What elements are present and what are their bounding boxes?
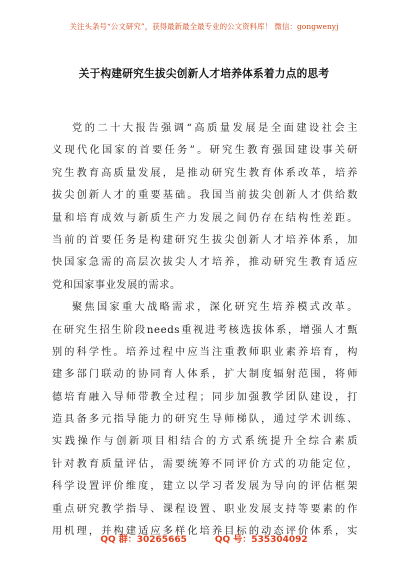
paragraph-line: 德培育融入导师带教全过程；同步加强教学团队建设，打: [52, 391, 358, 403]
paragraph-line: 针对教育质量评估，需要统筹不同评价方式的功能定位，: [52, 458, 358, 470]
paragraph-line: 建多部门联动的协同育人体系，扩大制度辐射范围，将师: [52, 369, 358, 381]
paragraph-1: [52, 118, 358, 297]
header-banner-text: 关注头条号“公文研究”，获得最新最全最专业的公文资料库！ 微信：gongwenyj: [69, 21, 339, 31]
paragraph-line: 当前的首要任务是构建研究生拔尖创新人才培养体系，加: [52, 234, 358, 246]
paragraph-line: 造具备多元指导能力的研究生导师梯队，通过学术训练、: [52, 414, 358, 426]
paragraph-line: 在研究生招生阶段needs重视进考核选拔体系，增强人才甄: [52, 324, 358, 336]
document-title: 关于构建研究生拔尖创新人才培养体系着力点的思考: [78, 68, 330, 80]
paragraph-line: 快国家急需的高层次拔尖人才培养，推动研究生教育适应: [52, 257, 358, 269]
paragraph-line: 重点研究教学指导、课程设置、职业发展支持等要素的作: [52, 503, 358, 515]
paragraph-line: 义现代化国家的首要任务”。研究生教育强国建设事关研: [52, 145, 358, 157]
paragraph-line: 量和培育成效与新质生产力发展之间仍存在结构性差距。: [52, 212, 358, 224]
footer-contact: [0, 532, 408, 548]
paragraph-line: 党的二十大报告强调“高质量发展是全面建设社会主: [72, 123, 358, 134]
paragraph-line: 用机理，并构建适应多样化培养目标的动态评价体系，实: [52, 526, 358, 538]
header-banner: [0, 0, 408, 52]
document-body: [52, 118, 358, 543]
paragraph-line: 究生教育高质量发展，是推动研究生教育体系改革，培养: [52, 167, 358, 179]
paragraph-line: 别的科学性。培养过程中应当注重教师职业素养培育，构: [52, 346, 358, 358]
paragraph-line: 实践操作与创新项目相结合的方式系统提升全综合素质: [52, 436, 358, 448]
footer-qq-number: QQ 号：535304092: [214, 535, 308, 545]
paragraph-line: 党和国家事业发展的需求。: [52, 279, 181, 291]
paragraph-line: 拔尖创新人才的重要基础。我国当前拔尖创新人才供给数: [52, 190, 358, 202]
footer-qq-group: QQ 群：30265665: [100, 535, 187, 545]
paragraph-line: 科学设置评价维度，建立以学习者发展为导向的评估框架: [52, 481, 358, 493]
paragraph-2: [52, 297, 358, 543]
paragraph-line: 聚焦国家重大战略需求，深化研究生培养模式改革。: [72, 302, 358, 314]
